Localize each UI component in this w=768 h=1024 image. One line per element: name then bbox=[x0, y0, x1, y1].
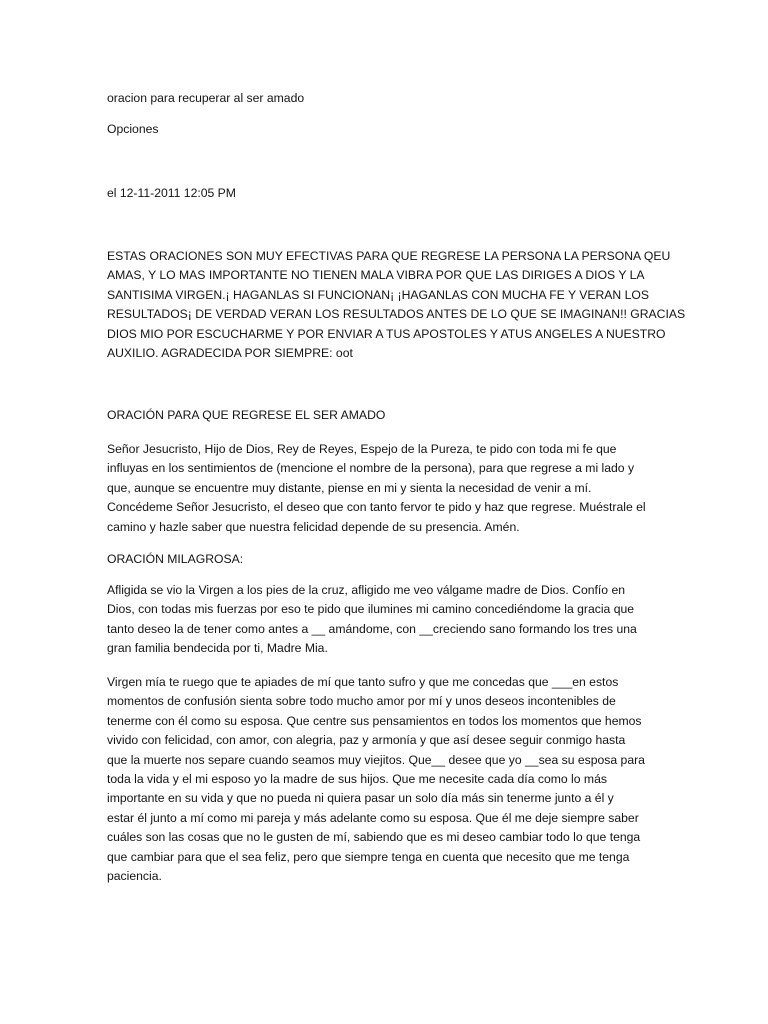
prayer-line: que la muerte nos separe cuando seamos muy viejitos. Que__ desee que yo __sea su esposa para bbox=[107, 752, 645, 767]
prayer-line: Virgen mía te ruego que te apiades de mí que tanto sufro y que me concedas que ___en estos bbox=[107, 675, 619, 689]
prayer-line: gran familia bendecida por ti, Madre Mia. bbox=[107, 641, 328, 656]
prayer-line: Señor Jesucristo, Hijo de Dios, Rey de Reyes, Espejo de la Pureza, te pido con toda mi fe que bbox=[107, 442, 617, 456]
document-title: oracion para recuperar al ser amado bbox=[107, 91, 305, 105]
prayer-line: vivido con felicidad, con amor, con alegria, paz y armonía y que así desee seguir conmigo hasta bbox=[107, 733, 626, 748]
prayer-line: Concédeme Señor Jesucristo, el deseo que con tanto fervor te pido y haz que regrese. Muéstrale el bbox=[107, 500, 646, 515]
prayer-line: toda la vida y el mi esposo yo la madre de sus hijos. Que me necesite cada día como lo más bbox=[107, 772, 607, 787]
prayer-line: Afligida se vio la Virgen a los pies de la cruz, afligido me veo válgame madre de Dios. Confío en bbox=[107, 583, 626, 597]
prayer-line: que, aunque se encuentre muy distante, piense en mi y sienta la necesidad de venir a mí. bbox=[107, 480, 592, 495]
date-line: el 12-11-2011 12:05 PM bbox=[107, 186, 236, 200]
heading-regrese: ORACIÓN PARA QUE REGRESE EL SER AMADO bbox=[107, 408, 386, 422]
prayer-line: momentos de confusión sienta sobre todo mucho amor por mí y unos deseos incontenibles de bbox=[107, 694, 616, 709]
prayer-line: camino y hazle saber que nuestra felicidad depende de su presencia. Amén. bbox=[107, 519, 520, 534]
prayer-line: influyas en los sentimientos de (mencione el nombre de la persona), para que regrese a mi lado y bbox=[107, 461, 635, 476]
intro-line: AUXILIO. AGRADECIDA POR SIEMPRE: oot bbox=[107, 346, 353, 361]
intro-line: SANTISIMA VIRGEN.¡ HAGANLAS SI FUNCIONAN¡ ¡HAGANLAS CON MUCHA FE Y VERAN LOS bbox=[107, 287, 649, 302]
options-label: Opciones bbox=[107, 122, 159, 136]
prayer-line: estar él junto a mí como mi pareja y más adelante como su esposa. Que él me deje siempre saber bbox=[107, 810, 639, 825]
intro-line: DIOS MIO POR ESCUCHARME Y POR ENVIAR A TUS APOSTOLES Y ATUS ANGELES A NUESTRO bbox=[107, 326, 666, 341]
prayer-line: importante en su vida y que no pueda ni quiera pasar un solo día más sin tenerme junto a él y bbox=[107, 791, 614, 806]
prayer-line: paciencia. bbox=[107, 869, 162, 884]
intro-paragraph bbox=[107, 247, 686, 363]
prayer-line: que cambiar para que el sea feliz, pero que siempre tenga en cuenta que necesito que me tenga bbox=[107, 849, 630, 864]
prayer-line: cuáles son las cosas que no le gusten de mí, sabiendo que es mi deseo cambiar todo lo que tenga bbox=[107, 830, 641, 845]
prayer-line: Dios, con todas mis fuerzas por eso te pido que ilumines mi camino concediéndome la gracia que bbox=[107, 602, 635, 617]
prayer-virgen-paragraph bbox=[107, 673, 663, 886]
prayer-line: tenerme con él como su esposa. Que centre sus pensamientos en todos los momentos que hemos bbox=[107, 713, 642, 728]
intro-line: RESULTADOS¡ DE VERDAD VERAN LOS RESULTADOS ANTES DE LO QUE SE IMAGINAN!! GRACIAS bbox=[107, 307, 686, 322]
prayer-line: tanto deseo la de tener como antes a __ amándome, con __creciendo sano formando los tres una bbox=[107, 621, 637, 636]
intro-line: ESTAS ORACIONES SON MUY EFECTIVAS PARA QUE REGRESE LA PERSONA LA PERSONA QEU bbox=[107, 249, 671, 263]
intro-line: AMAS, Y LO MAS IMPORTANTE NO TIENEN MALA VIBRA POR QUE LAS DIRIGES A DIOS Y LA bbox=[107, 268, 645, 283]
prayer-milagrosa-paragraph bbox=[107, 581, 663, 659]
prayer-regrese-paragraph bbox=[107, 440, 663, 537]
heading-milagrosa: ORACIÓN MILAGROSA: bbox=[107, 552, 244, 566]
